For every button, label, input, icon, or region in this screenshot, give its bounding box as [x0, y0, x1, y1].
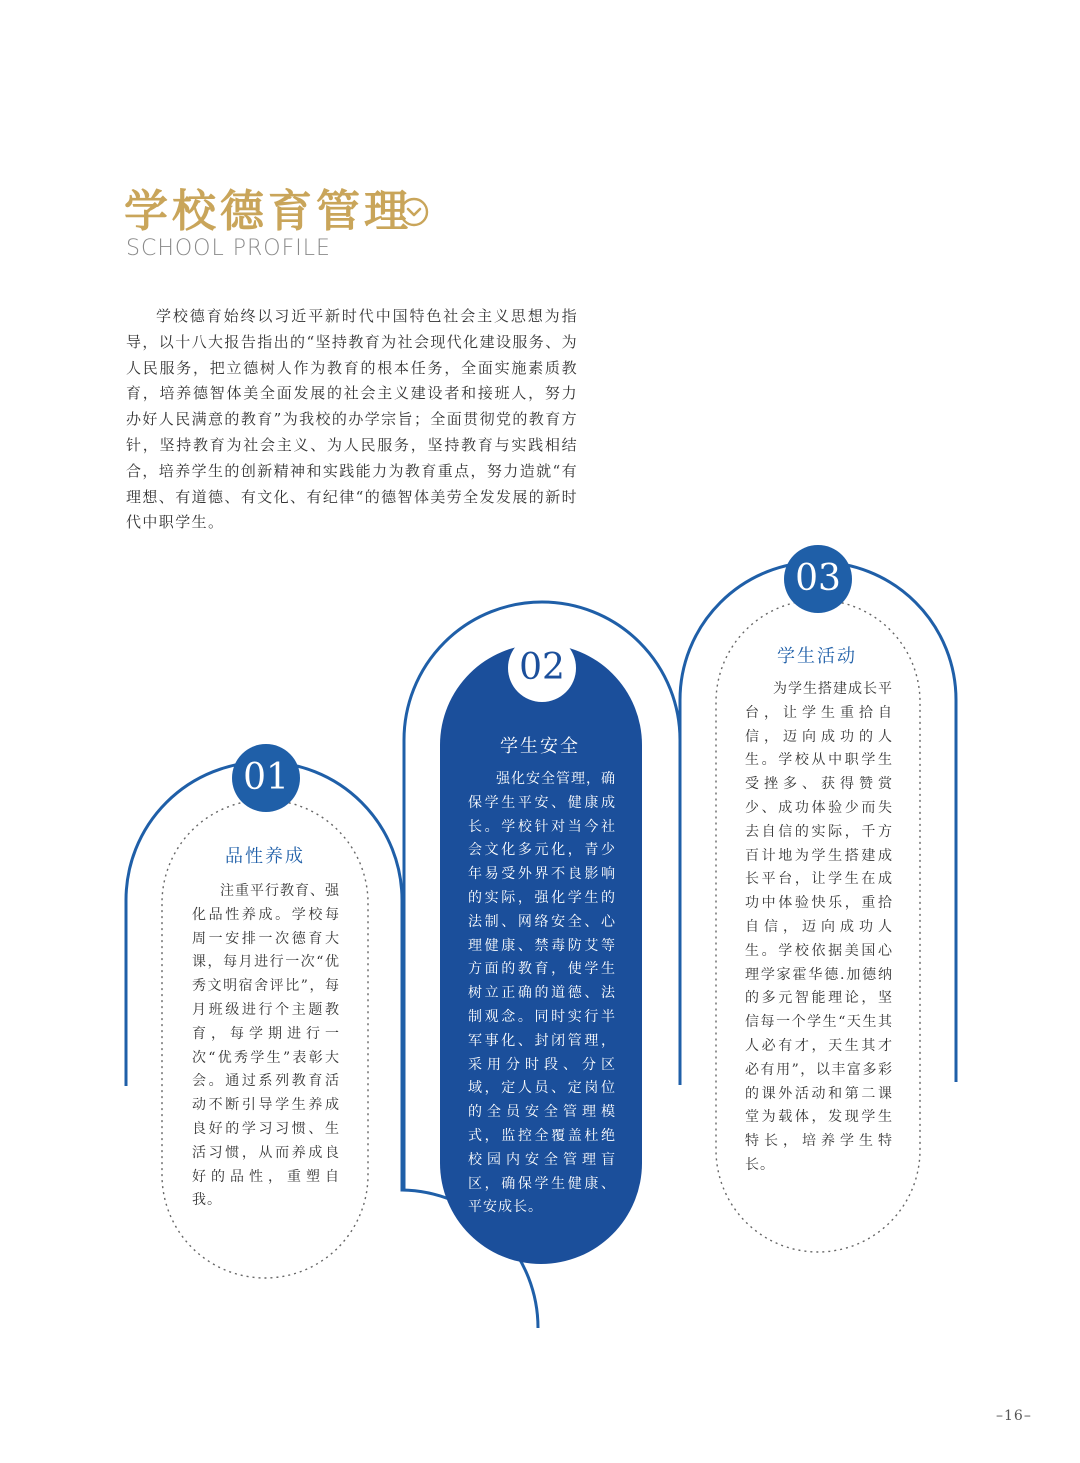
intro-paragraph: 学校德育始终以习近平新时代中国特色社会主义思想为指导，以十八大报告指出的“坚持教育为社会现代化建设服务、为人民服务，把立德树人作为教育的根本任务，全面实施素质教育，培养德智体美全面发展的社会主义建设者和接班人，努力办好人民满意的教育”为我校的办学宗旨；全面贯彻党的教育方针，坚持教育为社会主义、为人民服务，坚持教育与实践相结合，培养学生的创新精神和实践能力为教育重点，努力造就“有理想、有道德、有文化、有纪律“的德智体美劳全发发展的新时代中职学生。 [126, 307, 578, 532]
card2-title: 学生安全 [500, 736, 580, 757]
card3-title: 学生活动 [777, 646, 857, 667]
card1-number: 01 [243, 757, 289, 798]
card1-title: 品性养成 [225, 846, 305, 867]
card2-number: 02 [519, 647, 565, 688]
page-subtitle: SCHOOL PROFILE [126, 236, 331, 261]
page-title: 学校德育管理 [124, 186, 412, 237]
card3-number: 03 [795, 558, 841, 599]
card3-text: 为学生搭建成长平台，让学生重拾自信，迈向成功的人生。学校从中职学生受挫多、获得赞赏少、成功体验少而失去自信的实际，千方百计地为学生搭建成长平台，让学生在成功中体验快乐，重拾自信，迈向成功人生。学校依据美国心理学家霍华德.加德纳的多元智能理论，坚信每一个学生“天生其人必有才，天生其才必有用”，以丰富多彩的课外活动和第二课堂为载体，发现学生特长，培养学生特长。 [745, 681, 893, 1173]
card1-text: 注重平行教育、强化品性养成。学校每周一安排一次德育大课，每月进行一次“优秀文明宿舍评比”，每月班级进行个主题教育，每学期进行一次“优秀学生”表彰大会。通过系列教育活动不断引导学生养成良好的学习习惯、生活习惯，从而养成良好的品性，重塑自我。 [192, 883, 340, 1209]
card2-text: 强化安全管理，确保学生平安、健康成长。学校针对当今社会文化多元化，青少年易受外界不良影响的实际，强化学生的法制、网络安全、心理健康、禁毒防艾等方面的教育，使学生树立正确的道德、法制观念。同时实行半军事化、封闭管理，采用分时段、分区域，定人员、定岗位的全员安全管理模式，监控全覆盖杜绝校园内安全管理盲区，确保学生健康、平安成长。 [468, 771, 616, 1216]
page-number: –16– [996, 1408, 1032, 1424]
